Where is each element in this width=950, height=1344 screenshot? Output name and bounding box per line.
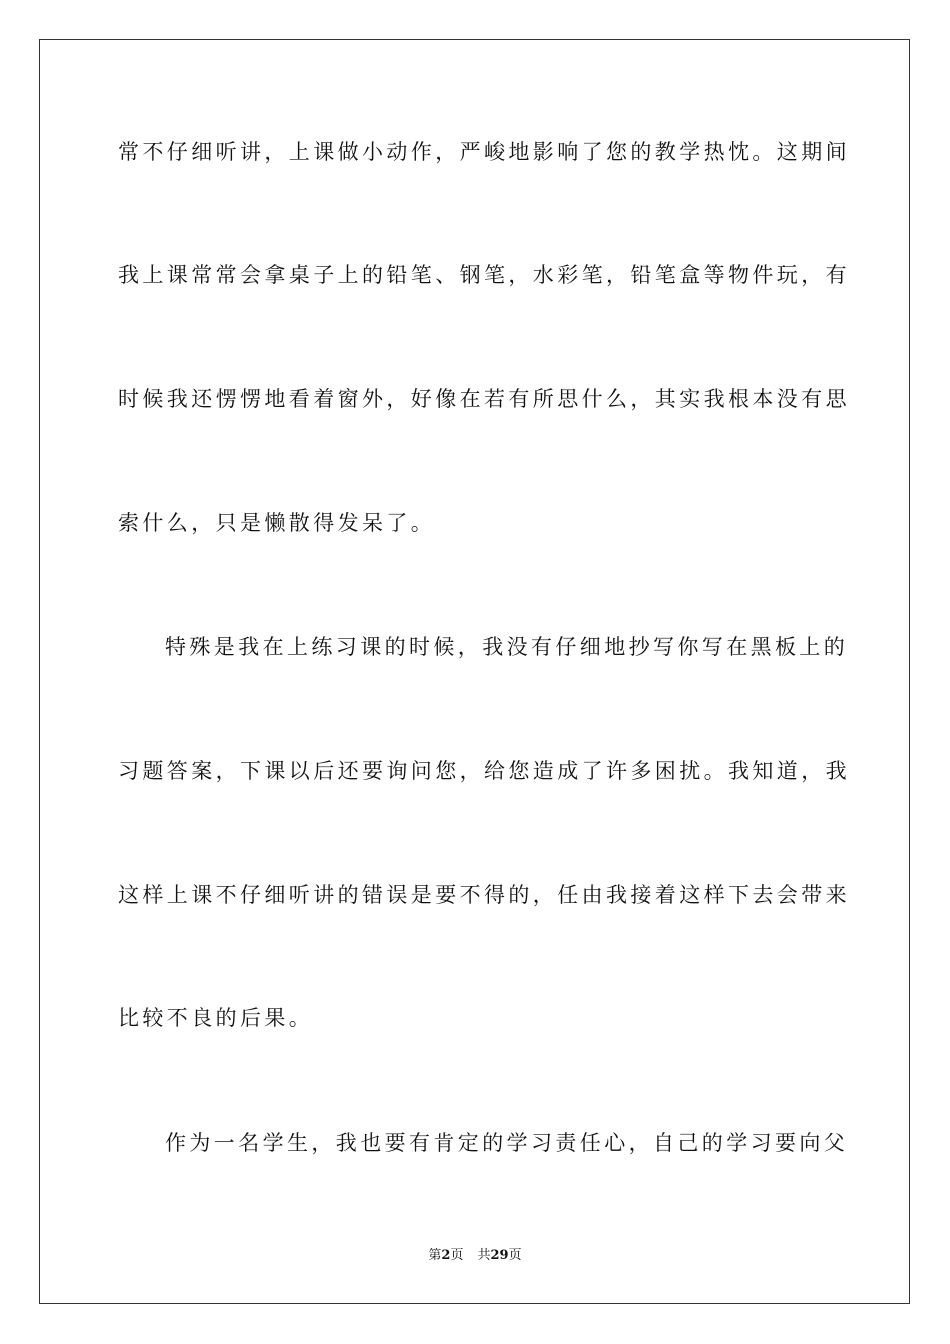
page-footer bbox=[0, 1248, 950, 1264]
page-frame bbox=[39, 39, 910, 1304]
text-line-2: 我上课常常会拿桌子上的铅笔、钢笔，水彩笔，铅笔盒等物件玩，有 bbox=[118, 263, 850, 287]
footer-total-prefix: 共 bbox=[477, 1248, 491, 1263]
text-line-4: 索什么，只是懒散得发呆了。 bbox=[118, 511, 436, 535]
footer-page-prefix: 第 bbox=[428, 1248, 442, 1263]
text-line-7: 这样上课不仔细听讲的错误是要不得的，任由我接着这样下去会带来 bbox=[118, 883, 850, 907]
text-line-8: 比较不良的后果。 bbox=[118, 1006, 314, 1030]
text-line-5: 特殊是我在上练习课的时候，我没有仔细地抄写你写在黑板上的 bbox=[165, 635, 849, 659]
footer-page-suffix: 页 bbox=[450, 1248, 464, 1263]
footer-page-number: 2 bbox=[441, 1248, 451, 1263]
text-line-9: 作为一名学生，我也要有肯定的学习责任心，自己的学习要向父 bbox=[165, 1131, 849, 1155]
footer-total-suffix: 页 bbox=[508, 1248, 522, 1263]
text-line-6: 习题答案，下课以后还要询问您，给您造成了许多困扰。我知道，我 bbox=[118, 759, 850, 783]
text-line-3: 时候我还愣愣地看着窗外，好像在若有所思什么，其实我根本没有思 bbox=[118, 387, 850, 411]
text-line-1: 常不仔细听讲，上课做小动作，严峻地影响了您的教学热忱。这期间 bbox=[118, 140, 850, 164]
footer-total-pages: 29 bbox=[490, 1248, 509, 1263]
